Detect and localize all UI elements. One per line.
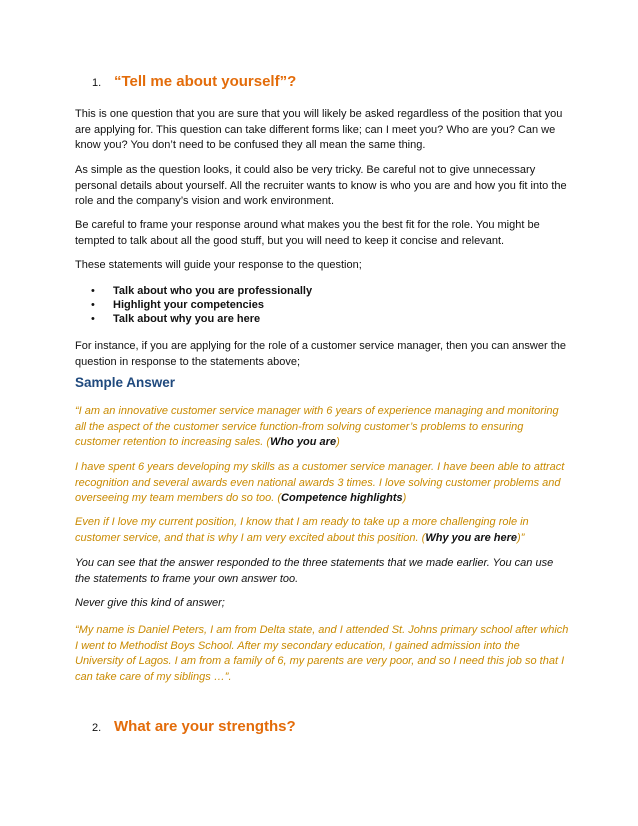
question-number: 2. [92,722,102,734]
intro-paragraph: This is one question that you are sure that you will likely be asked regardless of the position that you are applying for. This question can take different forms like; can I meet you? Who are you? Can we know you? You don’t need to be confused they all mean the same thing. [75,108,563,151]
intro-paragraph: These statements will guide your response to the question; [75,259,362,271]
bad-answer-paragraph: “My name is Daniel Peters, I am from Delta state, and I attended St. Johns primary school after which I went to Methodist Boys School. After my secondary education, I gained admission into the University of Lagos. I am from a family of 6, my parents are very poor, and so I need this job so that I can take care of my siblings …”. [75,624,569,683]
question-title: What are your strengths? [114,718,296,735]
guide-list [75,284,570,326]
list-item: • Talk about who you are professionally [91,285,313,297]
sample-tag: Why you are here [425,531,518,544]
question-1-heading [92,73,296,90]
question-title: “Tell me about yourself”? [114,73,297,90]
bullet-icon: • [91,313,95,325]
sample-tag: Who you are [270,436,337,448]
sample-answer-heading: Sample Answer [75,375,176,390]
question-number: 1. [92,77,102,89]
question-2-heading [92,718,296,735]
instance-paragraph: For instance, if you are applying for the role of a customer service manager, then you can answer the question in response to the statements above; [75,340,566,368]
sample-answer-paragraph: “I am an innovative customer service manager with 6 years of experience managing and monitoring all the aspect of the customer service function-from solving customer’s problems to ensuring customer retention to increasing sales. (Who you are) [75,405,559,448]
list-item: • Talk about why you are here [91,313,261,325]
bullet-icon: • [91,285,95,297]
never-line: Never give this kind of answer; [75,597,225,609]
sample-answer-paragraph: I have spent 6 years developing my skills as a customer service manager. I have been able to attract recognition and several awards even national awards 3 times. I love solving customer problems and overseeing my team members do so too. (Competence highlights) [75,461,565,504]
sample-tag: Competence highlights [281,492,403,504]
intro-paragraph: Be careful to frame your response around what makes you the best fit for the role. You might be tempted to talk about all the good stuff, but you will need to keep it concise and relevant. [75,219,540,247]
intro-paragraph: As simple as the question looks, it could also be very tricky. Be careful not to give unnecessary personal details about yourself. All the recruiter wants to know is who you are and how you fit into the role and the company’s vision and work environment. [75,164,567,207]
bullet-icon: • [91,299,95,311]
after-sample-paragraph: You can see that the answer responded to the three statements that we made earlier. You can use the statements to frame your own answer too. [75,557,554,585]
sample-answer-paragraph: Even if I love my current position, I know that I am ready to take up a more challenging role in customer service, and that is why I am very excited about this position. (Why you are here)” [75,516,529,544]
list-item: • Highlight your competencies [91,299,264,311]
